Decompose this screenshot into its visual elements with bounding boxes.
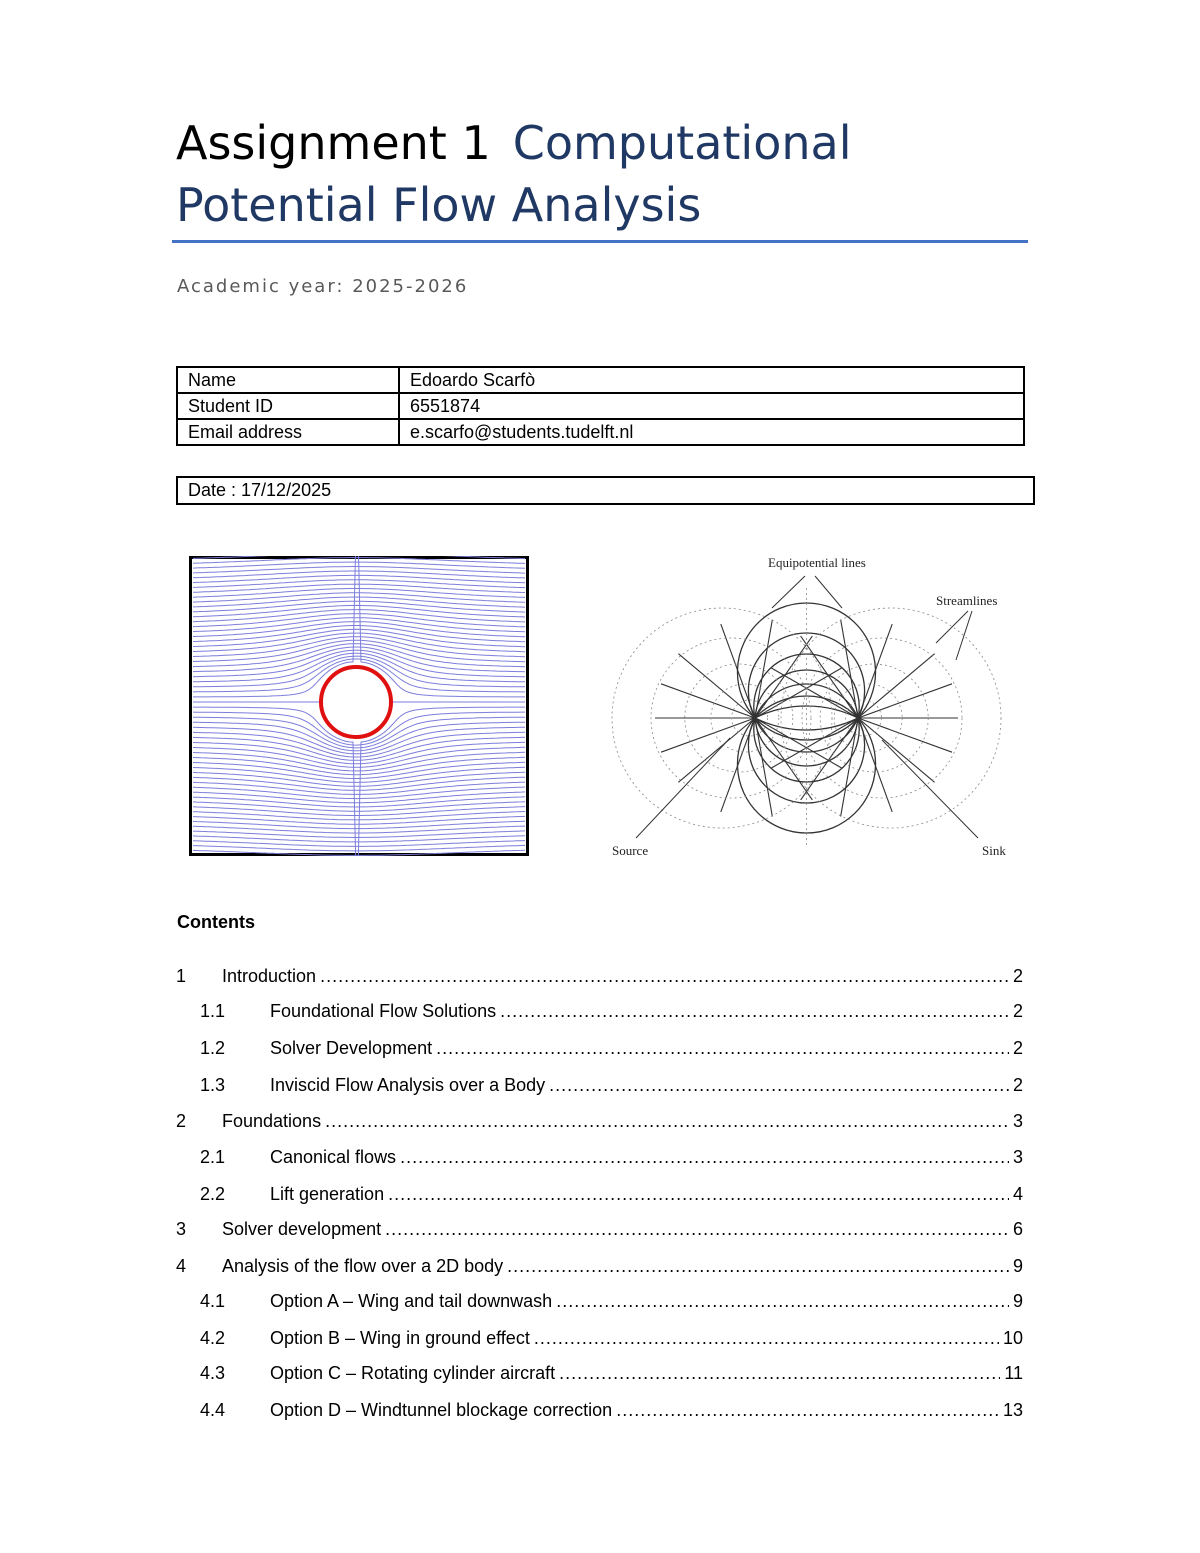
toc-entry[interactable] <box>176 998 1023 1024</box>
streamline <box>661 718 755 752</box>
title-main: Computational Potential Flow Analysis <box>176 116 852 232</box>
toc-label: Lift generation <box>270 1184 385 1204</box>
toc-label: Foundational Flow Solutions <box>270 1001 497 1021</box>
toc-number: 1 <box>176 966 187 986</box>
toc-label: Introduction <box>222 966 317 986</box>
streamline <box>755 706 858 718</box>
info-value: 6551874 <box>399 393 1024 419</box>
toc-entry[interactable] <box>176 1072 1023 1098</box>
toc-leader <box>388 1181 1009 1207</box>
table-row <box>177 393 1024 419</box>
toc-leader <box>320 963 1009 989</box>
toc-label: Solver development <box>222 1219 382 1239</box>
toc-label: Canonical flows <box>270 1147 397 1167</box>
toc-number: 4 <box>176 1256 187 1276</box>
table-row <box>177 367 1024 393</box>
toc-entry[interactable] <box>176 1253 1023 1279</box>
toc-page: 4 <box>1012 1184 1023 1204</box>
toc-page: 3 <box>1012 1147 1023 1167</box>
toc-entry[interactable] <box>176 1216 1023 1242</box>
toc-entry[interactable] <box>176 1360 1023 1386</box>
toc-entry[interactable] <box>176 1144 1023 1170</box>
toc-label: Option B – Wing in ground effect <box>270 1328 530 1348</box>
cylinder-streamlines-figure <box>189 556 529 856</box>
toc-entry[interactable] <box>176 1288 1023 1314</box>
toc-page: 3 <box>1012 1111 1023 1131</box>
toc-number: 2.1 <box>200 1147 226 1167</box>
student-info-table <box>176 366 1025 446</box>
toc-page: 2 <box>1012 1038 1023 1058</box>
toc-page: 11 <box>1004 1363 1023 1383</box>
toc-page: 2 <box>1012 1001 1023 1021</box>
streamline <box>858 718 952 752</box>
academic-year: Academic year: 2025-2026 <box>177 276 469 297</box>
streamline <box>858 684 952 718</box>
toc-leader <box>400 1144 1009 1170</box>
toc-number: 1.3 <box>200 1075 226 1095</box>
info-value: e.scarfo@students.tudelft.nl <box>399 419 1024 445</box>
pointer-line <box>956 611 972 660</box>
info-label: Email address <box>177 419 399 445</box>
label-source: Source <box>612 843 649 858</box>
toc-number: 1.1 <box>200 1001 226 1021</box>
toc-leader <box>549 1072 1009 1098</box>
toc-number: 4.1 <box>200 1291 226 1311</box>
pointer-line <box>882 740 978 838</box>
toc-entry[interactable] <box>176 1397 1023 1423</box>
toc-leader <box>436 1035 1009 1061</box>
toc-leader <box>616 1397 999 1423</box>
toc-page: 6 <box>1012 1219 1023 1239</box>
toc-entry[interactable] <box>176 1181 1023 1207</box>
toc-page: 2 <box>1012 1075 1023 1095</box>
toc-page: 9 <box>1012 1256 1023 1276</box>
toc-page: 2 <box>1012 966 1023 986</box>
toc-leader <box>500 998 1009 1024</box>
toc-title: Contents <box>177 912 255 932</box>
toc-page: 9 <box>1012 1291 1023 1311</box>
label-streamlines: Streamlines <box>936 593 998 608</box>
toc-number: 4.3 <box>200 1363 226 1383</box>
streamline <box>771 668 858 718</box>
title-prefix: Assignment 1 <box>176 116 491 170</box>
toc-number: 3 <box>176 1219 187 1239</box>
toc-entry[interactable] <box>176 1325 1023 1351</box>
toc-entry[interactable] <box>176 1108 1023 1134</box>
label-sink: Sink <box>982 843 1006 858</box>
toc-label: Foundations <box>222 1111 322 1131</box>
toc-label: Solver Development <box>270 1038 433 1058</box>
toc-leader <box>385 1216 1009 1242</box>
document-title <box>176 112 1036 236</box>
info-label: Student ID <box>177 393 399 419</box>
toc-number: 2 <box>176 1111 187 1131</box>
toc-label: Option D – Windtunnel blockage correction <box>270 1400 613 1420</box>
toc-label: Inviscid Flow Analysis over a Body <box>270 1075 546 1095</box>
toc-number: 2.2 <box>200 1184 226 1204</box>
streamline <box>661 684 755 718</box>
toc-label: Option A – Wing and tail downwash <box>270 1291 553 1311</box>
toc-page: 10 <box>1002 1328 1023 1348</box>
source-sink-figure <box>600 548 1030 868</box>
toc-number: 1.2 <box>200 1038 226 1058</box>
pointer-line <box>636 738 730 838</box>
toc-leader <box>559 1360 1000 1386</box>
info-value: Edoardo Scarfò <box>399 367 1024 393</box>
toc-page: 13 <box>1002 1400 1023 1420</box>
toc-label: Analysis of the flow over a 2D body <box>222 1256 504 1276</box>
toc-leader <box>325 1108 1009 1134</box>
cylinder-outline <box>321 667 391 737</box>
info-label: Name <box>177 367 399 393</box>
label-equipotential: Equipotential lines <box>768 555 866 570</box>
title-underline <box>172 240 1028 243</box>
toc-number: 4.2 <box>200 1328 226 1348</box>
toc-number: 4.4 <box>200 1400 226 1420</box>
table-row <box>177 419 1024 445</box>
pointer-line <box>815 576 842 608</box>
toc-leader <box>507 1253 1009 1279</box>
toc-leader <box>556 1288 1009 1314</box>
toc-entry[interactable] <box>176 1035 1023 1061</box>
date-box: Date : 17/12/2025 <box>176 476 1035 505</box>
toc-entry[interactable] <box>176 963 1023 989</box>
toc-leader <box>534 1325 999 1351</box>
toc-label: Option C – Rotating cylinder aircraft <box>270 1363 556 1383</box>
